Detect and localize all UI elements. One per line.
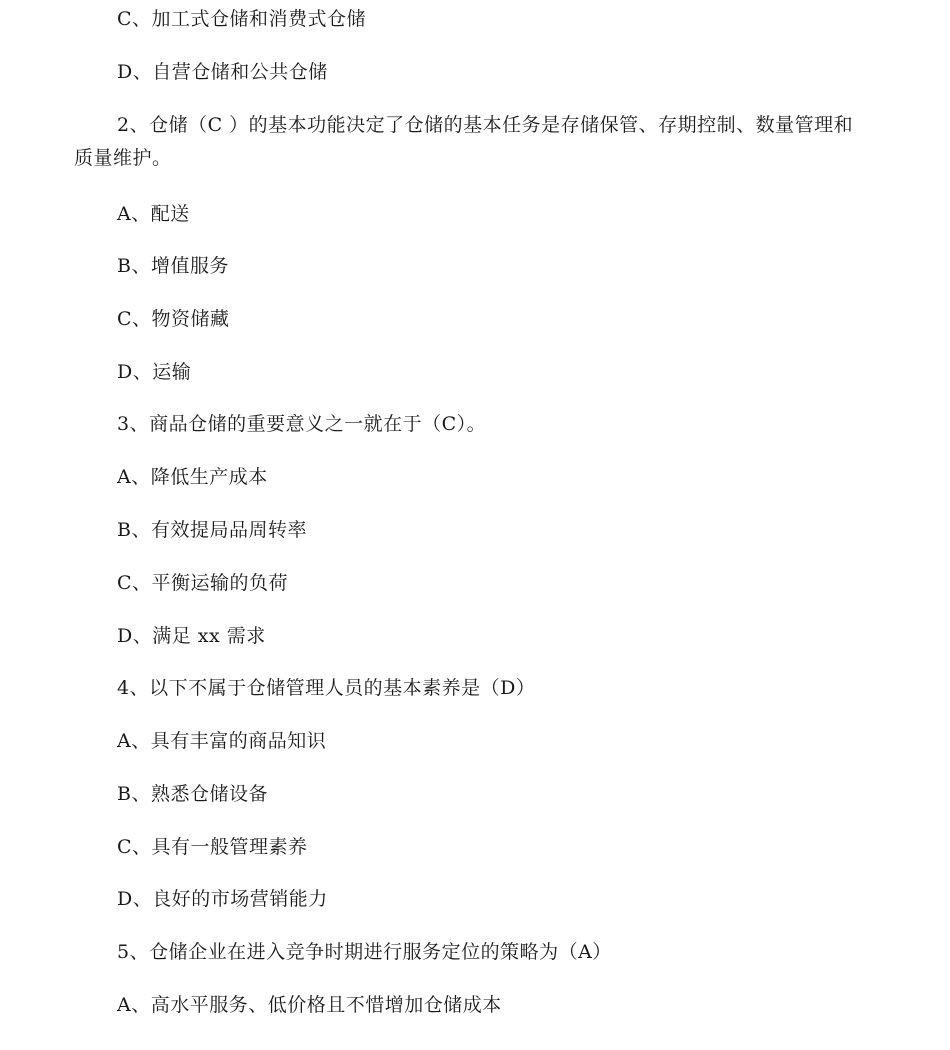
option-line: B、有效提局品周转率 [117,519,307,541]
option-line: C、物资储藏 [117,308,230,330]
question-line: 5、仓储企业在进入竞争时期进行服务定位的策略为（A） [117,941,612,963]
question-paragraph [74,109,864,175]
option-line: A、配送 [117,203,190,225]
question-text: 2、仓储（C ）的基本功能决定了仓储的基本任务是存储保管、存期控制、数量管理和质量维护。 [74,114,854,169]
option-line: D、自营仓储和公共仓储 [117,61,328,83]
option-line: C、加工式仓储和消费式仓储 [117,8,367,30]
option-line: A、降低生产成本 [117,466,268,488]
question-line: 3、商品仓储的重要意义之一就在于（C）。 [117,413,487,435]
option-line: B、熟悉仓储设备 [117,783,268,805]
option-line: D、满足 xx 需求 [117,625,266,647]
option-line: A、高水平服务、低价格且不惜增加仓储成本 [117,994,502,1016]
option-line: B、增值服务 [117,255,229,277]
option-line: D、运输 [117,361,192,383]
question-line: 4、以下不属于仓储管理人员的基本素养是（D） [117,677,536,699]
option-line: C、具有一般管理素养 [117,836,308,858]
option-line: D、良好的市场营销能力 [117,888,328,910]
option-line: C、平衡运输的负荷 [117,572,289,594]
option-line: A、具有丰富的商品知识 [117,730,327,752]
